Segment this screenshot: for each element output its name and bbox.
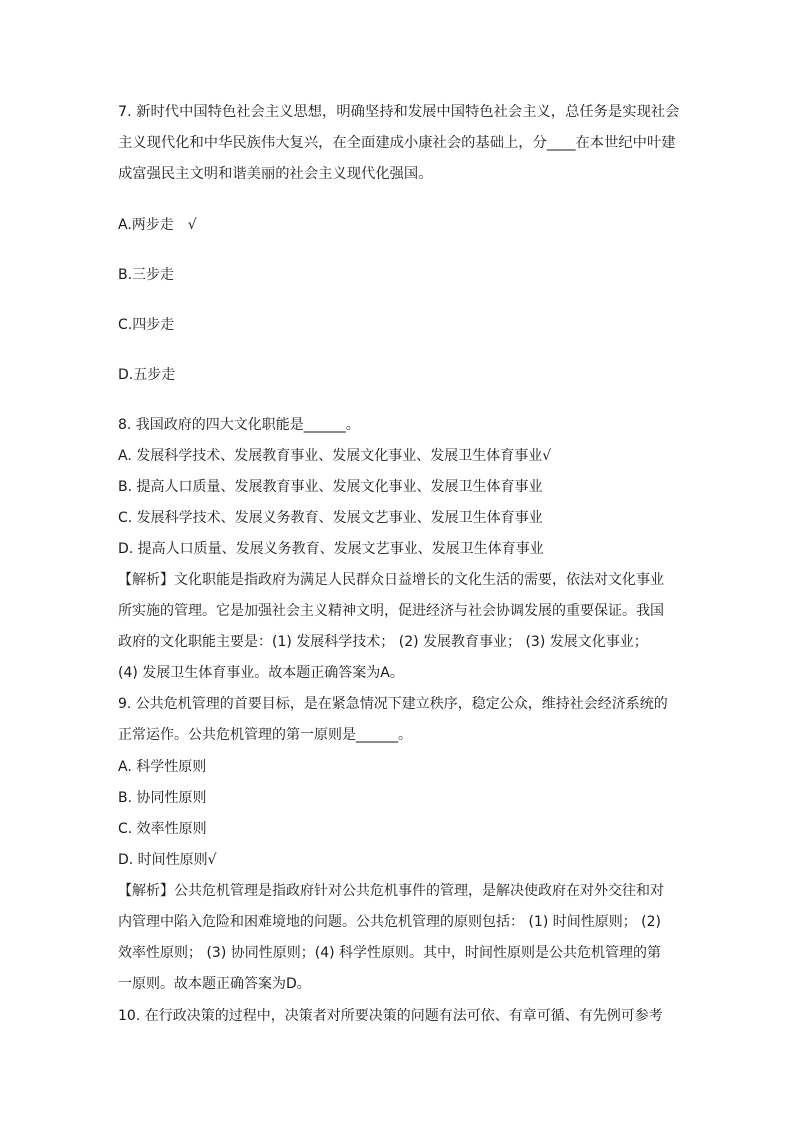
q7-option-a: A.两步走 √ — [118, 217, 197, 233]
q8-analysis-line-1: 【解析】文化职能是指政府为满足人民群众日益增长的文化生活的需要，依法对文化事业 — [118, 572, 664, 588]
q8-analysis-line-4: (4) 发展卫生体育事业。故本题正确答案为A。 — [118, 665, 404, 681]
q8-option-b: B. 提高人口质量、发展教育事业、发展文化事业、发展卫生体育事业 — [118, 479, 543, 495]
q9-analysis-line-4: 一原则。故本题正确答案为D。 — [118, 976, 311, 992]
q8-option-c: C. 发展科学技术、发展义务教育、发展文艺事业、发展卫生体育事业 — [118, 510, 543, 526]
q8-option-d: D. 提高人口质量、发展义务教育、发展文艺事业、发展卫生体育事业 — [118, 541, 544, 557]
q10-stem-line-1: 10. 在行政决策的过程中，决策者对所要决策的问题有法可依、有章可循、有先例可参考 — [118, 1008, 663, 1024]
q7-option-c: C.四步走 — [118, 317, 175, 333]
q9-stem-line-1: 9. 公共危机管理的首要目标，是在紧急情况下建立秩序，稳定公众，维持社会经济系统的 — [118, 696, 668, 712]
q9-option-b: B. 协同性原则 — [118, 790, 207, 806]
q8-option-a: A. 发展科学技术、发展教育事业、发展文化事业、发展卫生体育事业√ — [118, 448, 552, 464]
q9-option-c: C. 效率性原则 — [118, 821, 207, 837]
q9-stem-line-2: 正常运作。公共危机管理的第一原则是______。 — [118, 727, 412, 743]
q7-option-b: B.三步走 — [118, 267, 175, 283]
q7-option-d: D.五步走 — [118, 367, 176, 383]
q9-analysis-line-1: 【解析】公共危机管理是指政府针对公共危机事件的管理，是解决使政府在对外交往和对 — [118, 883, 664, 899]
q7-stem-line-1: 7. 新时代中国特色社会主义思想，明确坚持和发展中国特色社会主义，总任务是实现社会 — [118, 104, 680, 120]
q9-analysis-line-3: 效率性原则； (3) 协同性原则；(4) 科学性原则。其中，时间性原则是公共危机管理的第 — [118, 945, 662, 961]
q9-option-a: A. 科学性原则 — [118, 759, 207, 775]
q7-stem-line-2: 主义现代化和中华民族伟大复兴，在全面建成小康社会的基础上，分____在本世纪中叶建 — [118, 135, 676, 151]
q7-stem-line-3: 成富强民主文明和谐美丽的社会主义现代化强国。 — [118, 166, 433, 182]
q8-stem-line-1: 8. 我国政府的四大文化职能是______。 — [118, 417, 360, 433]
q9-analysis-line-2: 内管理中陷入危险和困难境地的问题。公共危机管理的原则包括： (1) 时间性原则； (2) — [118, 914, 662, 930]
q8-analysis-line-2: 所实施的管理。它是加强社会主义精神文明，促进经济与社会协调发展的重要保证。我国 — [118, 603, 664, 619]
q8-analysis-line-3: 政府的文化职能主要是：(1) 发展科学技术； (2) 发展教育事业； (3) 发展文化事业； — [118, 634, 648, 650]
q9-option-d: D. 时间性原则√ — [118, 852, 217, 868]
